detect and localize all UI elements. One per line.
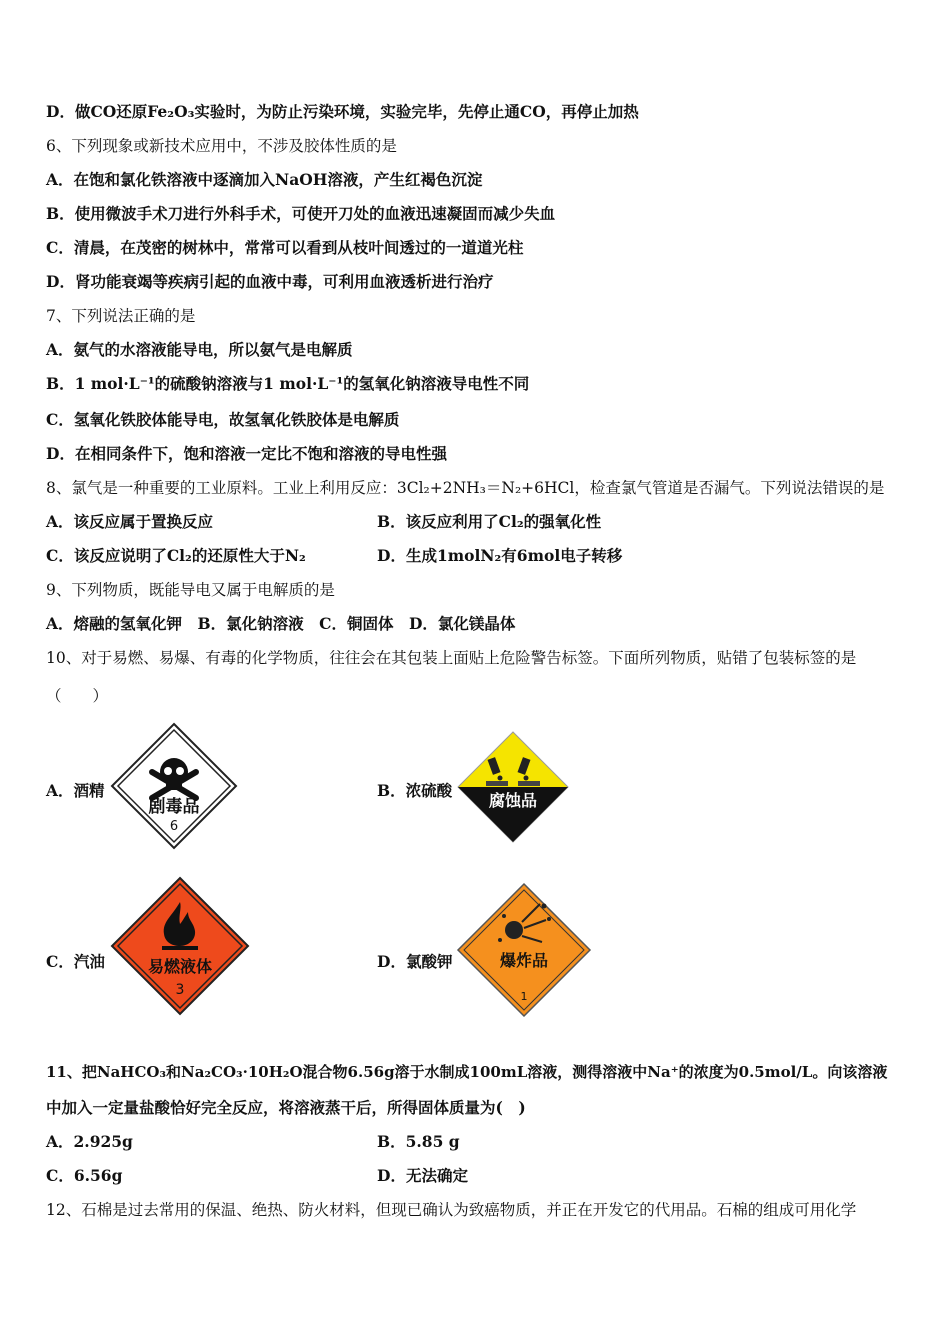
sign-a-number: 6	[169, 819, 179, 834]
sign-a-label: 剧毒品	[148, 797, 200, 817]
q10-option-a: A．酒精	[46, 781, 105, 800]
q10-paren: （ ）	[46, 687, 109, 705]
q8-option-a: A．该反应属于置换反应	[46, 512, 214, 531]
q7-option-a: A．氨气的水溶液能导电，所以氨气是电解质	[46, 340, 353, 359]
q11-option-a: A．2.925g	[46, 1132, 133, 1151]
explosive-warning-label	[456, 882, 592, 1018]
q8-stem: 8、氯气是一种重要的工业原料。工业上利用反应：3Cl₂+2NH₃＝N₂+6HCl，检查氯气管道是否漏气。下列说法错误的是	[46, 479, 885, 497]
q9-stem: 9、下列物质，既能导电又属于电解质的是	[46, 581, 335, 599]
q10-option-b: B．浓硫酸	[377, 781, 453, 800]
q7-option-b: B．1 mol·L⁻¹的硫酸钠溶液与1 mol·L⁻¹的氢氧化钠溶液导电性不同	[46, 374, 530, 393]
q10-option-d: D．氯酸钾	[377, 952, 453, 971]
q6-option-d: D．肾功能衰竭等疾病引起的血液中毒，可利用血液透析进行治疗	[46, 272, 494, 291]
sign-d-number: 1	[520, 990, 528, 1003]
flammable-liquid-warning-label	[110, 876, 250, 1016]
q11-option-b: B．5.85 g	[377, 1132, 460, 1151]
sign-b-label: 腐蚀品	[488, 791, 538, 810]
q6-stem: 6、下列现象或新技术应用中，不涉及胶体性质的是	[46, 137, 397, 155]
sign-c-label: 易燃液体	[147, 957, 213, 976]
corrosive-warning-label	[456, 730, 570, 844]
q6-option-c: C．清晨，在茂密的树林中，常常可以看到从枝叶间透过的一道道光柱	[46, 238, 524, 257]
q7-option-c: C．氢氧化铁胶体能导电，故氢氧化铁胶体是电解质	[46, 410, 400, 429]
q5-option-d: D．做CO还原Fe₂O₃实验时，为防止污染环境，实验完毕，先停止通CO，再停止加热	[46, 102, 639, 121]
q6-option-a: A．在饱和氯化铁溶液中逐滴加入NaOH溶液，产生红褐色沉淀	[46, 170, 483, 189]
q10-option-c: C．汽油	[46, 952, 105, 971]
q7-option-d: D．在相同条件下，饱和溶液一定比不饱和溶液的导电性强	[46, 444, 447, 463]
toxic-warning-label	[110, 722, 238, 850]
q8-option-b: B．该反应利用了Cl₂的强氧化性	[377, 512, 602, 531]
q8-option-d: D．生成1molN₂有6mol电子转移	[377, 546, 623, 565]
q12-stem: 12、石棉是过去常用的保温、绝热、防火材料，但现已确认为致癌物质，并正在开发它的代用品。石棉的组成可用化学	[46, 1201, 857, 1219]
sign-d-label: 爆炸品	[499, 951, 549, 970]
q9-options: A．熔融的氢氧化钾 B．氯化钠溶液 C．铜固体 D．氯化镁晶体	[46, 614, 516, 633]
sign-c-number: 3	[175, 982, 185, 998]
q6-option-b: B．使用微波手术刀进行外科手术，可使开刀处的血液迅速凝固而减少失血	[46, 204, 556, 223]
q11-stem-1: 11、把NaHCO₃和Na₂CO₃·10H₂O混合物6.56g溶于水制成100mL溶液，测得溶液中Na⁺的浓度为0.5mol/L。向该溶液	[46, 1063, 888, 1081]
q11-option-d: D．无法确定	[377, 1166, 468, 1185]
q8-option-c: C．该反应说明了Cl₂的还原性大于N₂	[46, 546, 306, 565]
q11-stem-2: 中加入一定量盐酸恰好完全反应，将溶液蒸干后，所得固体质量为( )	[46, 1098, 526, 1117]
q7-stem: 7、下列说法正确的是	[46, 307, 196, 325]
q10-stem: 10、对于易燃、易爆、有毒的化学物质，往往会在其包装上面贴上危险警告标签。下面所列物质，贴错了包装标签的是	[46, 649, 857, 667]
q11-option-c: C．6.56g	[46, 1166, 123, 1185]
